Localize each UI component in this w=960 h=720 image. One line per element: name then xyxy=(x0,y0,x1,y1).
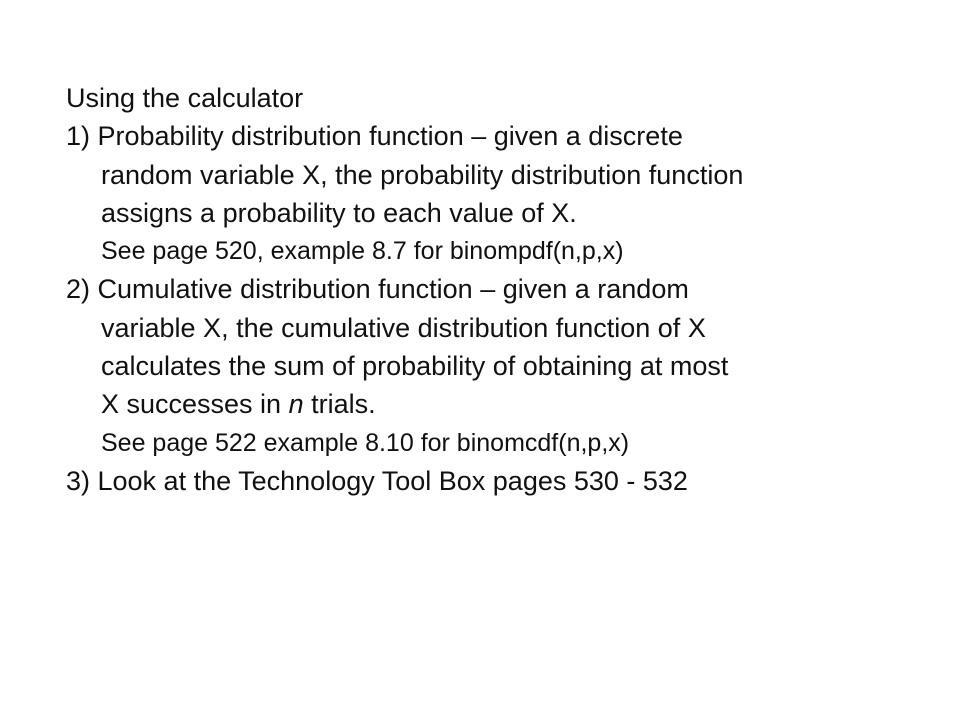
item2-line4-suffix: trials. xyxy=(303,389,376,420)
item2-line2: variable X, the cumulative distribution function of X xyxy=(101,312,706,343)
item1-line3: assigns a probability to each value of X. xyxy=(101,197,577,228)
item2-see-reference: See page 522 example 8.10 for binomcdf(n,p,x) xyxy=(101,428,630,457)
item2-line3: calculates the sum of probability of obtaining at most xyxy=(101,351,729,382)
item2-line1: 2) Cumulative distribution function – given a random xyxy=(66,274,689,305)
item1-line2: random variable X, the probability distribution function xyxy=(101,159,744,190)
item1-line1: 1) Probability distribution function – given a discrete xyxy=(66,121,683,152)
slide-body xyxy=(66,79,926,500)
item2-line4-prefix: X successes in xyxy=(101,389,289,420)
item2-line4-italic: n xyxy=(288,389,304,420)
slide-title: Using the calculator xyxy=(66,83,304,113)
item1-see-reference: See page 520, example 8.7 for binompdf(n,p,x) xyxy=(101,237,624,266)
item3-line1: 3) Look at the Technology Tool Box pages 530 - 532 xyxy=(66,465,688,496)
item2-line4 xyxy=(66,385,926,423)
